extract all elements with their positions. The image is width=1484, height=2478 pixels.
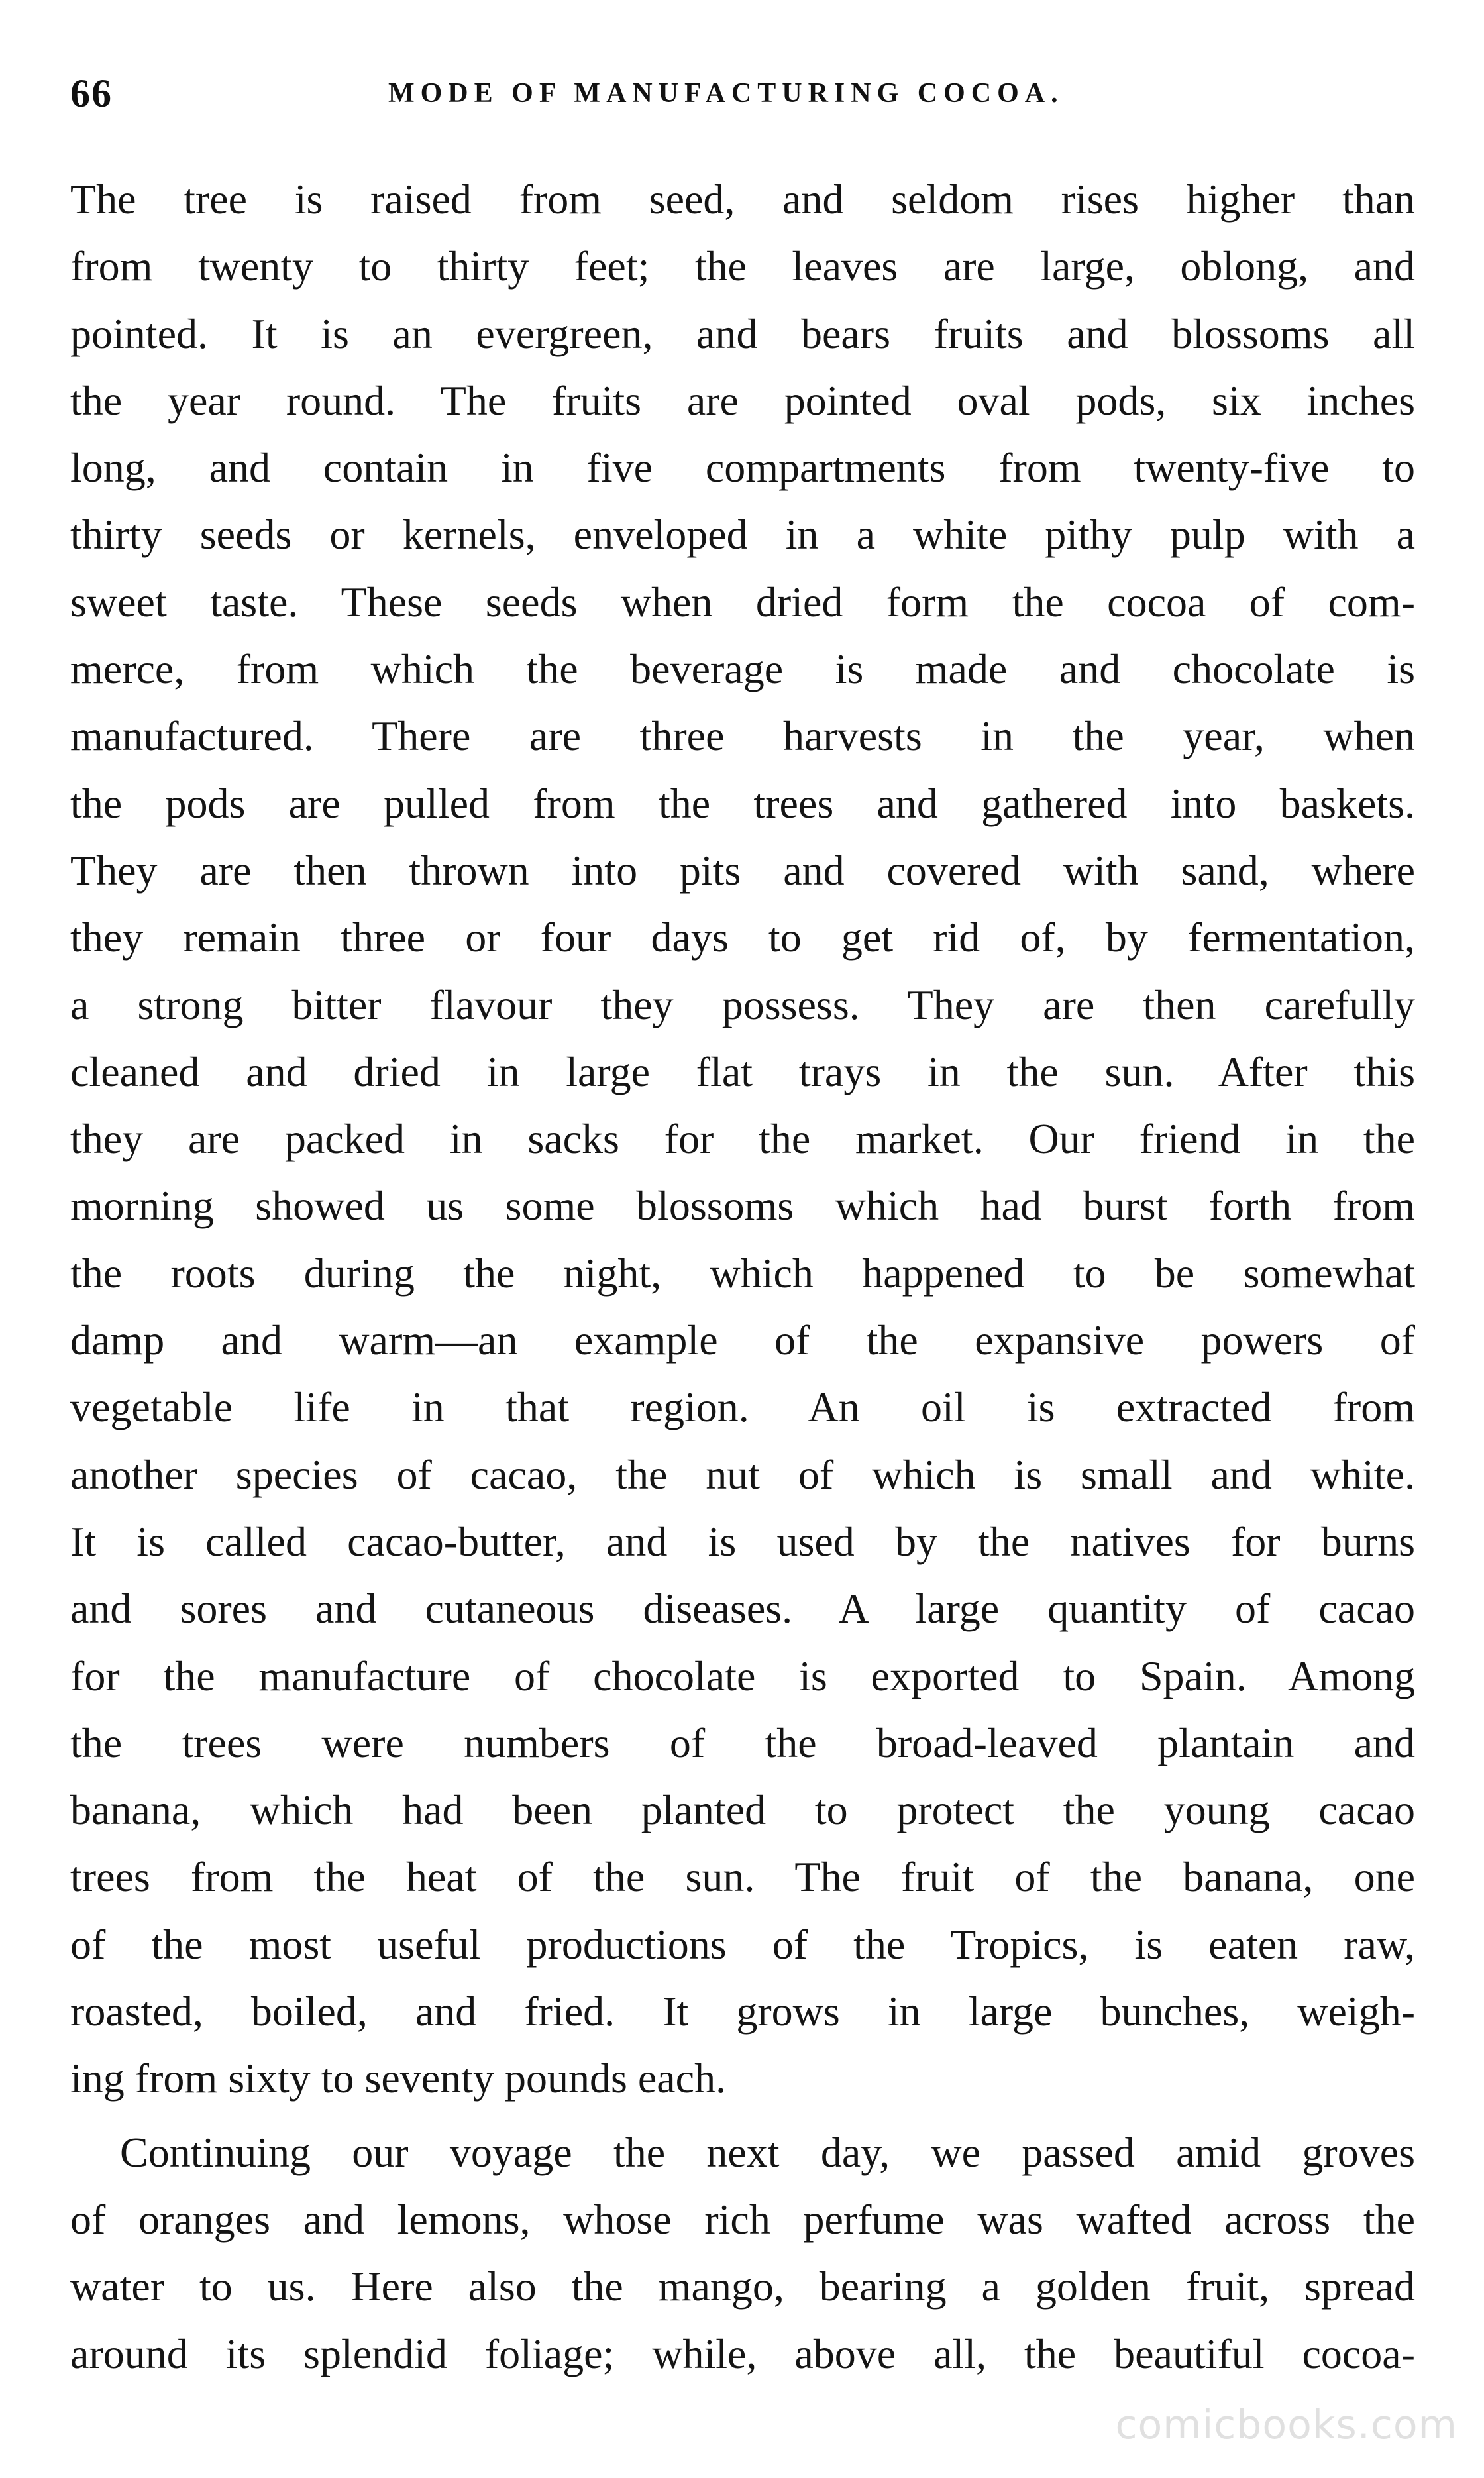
text-line: damp and warm—an example of the expansive powers of	[70, 1317, 1415, 1364]
text-line: pointed. It is an evergreen, and bears fruits and blossoms all	[70, 309, 1415, 357]
paragraph-1	[70, 166, 1415, 2112]
body-text	[70, 166, 1415, 2387]
paragraph-gap	[70, 2112, 1415, 2119]
text-line: the roots during the night, which happened to be somewhat	[70, 1249, 1415, 1297]
page-number: 66	[70, 72, 113, 115]
text-line: the pods are pulled from the trees and gathered into baskets.	[70, 779, 1415, 827]
running-title: MODE OF MANUFACTURING COCOA.	[388, 78, 1064, 109]
text-line: They are then thrown into pits and covered with sand, where	[70, 846, 1415, 894]
text-line: they remain three or four days to get rid of, by fermentation,	[70, 914, 1415, 961]
text-line: vegetable life in that region. An oil is extracted from	[70, 1383, 1415, 1431]
running-head	[70, 64, 1415, 123]
text-line: of oranges and lemons, whose rich perfume was wafted across the	[70, 2195, 1415, 2243]
text-line: ing from sixty to seventy pounds each.	[70, 2055, 727, 2102]
text-line: long, and contain in five compartments from twenty-five to	[70, 444, 1415, 492]
text-line: manufactured. There are three harvests in the year, when	[70, 712, 1415, 760]
text-line: roasted, boiled, and fried. It grows in large bunches, weigh-	[70, 1988, 1415, 2035]
text-line: of the most useful productions of the Tropics, is eaten raw,	[70, 1920, 1415, 1968]
text-line: water to us. Here also the mango, bearing a golden fruit, spread	[70, 2263, 1415, 2310]
paragraph-2	[70, 2119, 1415, 2387]
text-line: around its splendid foliage; while, above all, the beautiful cocoa-	[70, 2330, 1415, 2377]
text-line: sweet taste. These seeds when dried form the cocoa of com-	[70, 578, 1415, 625]
text-line: merce, from which the beverage is made and chocolate is	[70, 645, 1415, 693]
text-line: the year round. The fruits are pointed oval pods, six inches	[70, 376, 1415, 424]
text-line: morning showed us some blossoms which had burst forth from	[70, 1182, 1415, 1230]
text-line: they are packed in sacks for the market. Our friend in the	[70, 1115, 1415, 1163]
text-line: banana, which had been planted to protect the young cacao	[70, 1786, 1415, 1834]
text-line: The tree is raised from seed, and seldom rises higher than	[70, 176, 1415, 223]
text-line: from twenty to thirty feet; the leaves are large, oblong, and	[70, 242, 1415, 290]
text-line: thirty seeds or kernels, enveloped in a white pithy pulp with a	[70, 511, 1415, 559]
text-line: It is called cacao-butter, and is used by the natives for burns	[70, 1517, 1415, 1565]
text-line: trees from the heat of the sun. The fruit of the banana, one	[70, 1853, 1415, 1901]
watermark: comicbooks.com	[1115, 2402, 1458, 2448]
text-line: and sores and cutaneous diseases. A large quantity of cacao	[70, 1585, 1415, 1633]
text-line: another species of cacao, the nut of which is small and white.	[70, 1450, 1415, 1498]
text-line: cleaned and dried in large flat trays in the sun. After this	[70, 1048, 1415, 1095]
text-line: the trees were numbers of the broad-leaved plantain and	[70, 1719, 1415, 1766]
text-line: for the manufacture of chocolate is exported to Spain. Among	[70, 1652, 1415, 1699]
text-line: Continuing our voyage the next day, we passed amid groves	[120, 2128, 1415, 2176]
text-line: a strong bitter flavour they possess. They are then carefully	[70, 981, 1415, 1028]
